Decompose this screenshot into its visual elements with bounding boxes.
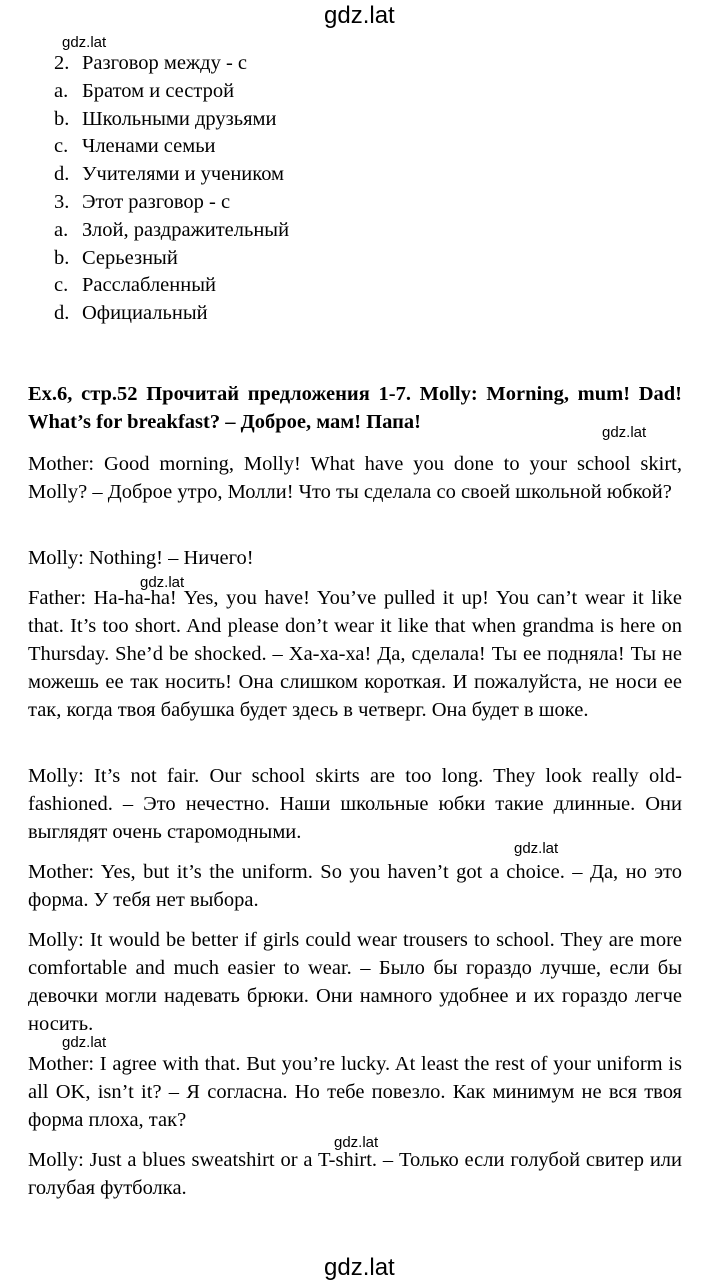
list-item bbox=[54, 272, 289, 300]
list-marker: c. bbox=[54, 274, 69, 297]
list-marker: b. bbox=[54, 107, 70, 130]
watermark: gdz.lat bbox=[602, 424, 647, 441]
dialogue-paragraph: Mother: I agree with that. But you’re lucky. At least the rest of your uniform is all OK, isn’t it? – Я согласна. Но тебе повезло. Как минимум не вся твоя форма плоха, так? bbox=[28, 1053, 682, 1131]
dialogue-paragraph: Molly: It’s not fair. Our school skirts are too long. They look really old-fashioned. – Это нечестно. Наши школьные юбки такие длинные. Они выглядят очень старомодными. bbox=[28, 765, 682, 843]
list-marker: c. bbox=[54, 135, 69, 158]
list-text: Членами семьи bbox=[82, 135, 216, 158]
list-marker: d. bbox=[54, 163, 70, 186]
dialogue-paragraph: Molly: Just a blues sweatshirt or a T-shirt. – Только если голубой свитер или голубая футболка. bbox=[28, 1149, 682, 1199]
list-item bbox=[54, 245, 289, 273]
list-item bbox=[54, 300, 289, 328]
list-item bbox=[54, 161, 289, 189]
list-text: Учителями и учеником bbox=[82, 163, 285, 186]
exercise-heading: Ex.6, стр.52 Прочитай предложения 1-7. Molly: Morning, mum! Dad! What’s for breakfast? – Доброе, мам! Папа! bbox=[28, 383, 682, 433]
list-text: Школьными друзьями bbox=[82, 107, 277, 130]
list-text: Разговор между - с bbox=[82, 52, 248, 74]
list-item bbox=[54, 50, 289, 78]
list-marker: 3. bbox=[54, 190, 70, 213]
watermark: gdz.lat bbox=[62, 34, 107, 51]
list-item bbox=[54, 189, 289, 217]
dialogue-paragraph: Molly: It would be better if girls could wear trousers to school. They are more comfortable and much easier to wear. – Было бы гораздо лучше, если бы девочки могли надевать брюки. Они намного удобнее и их гораздо легче носить. bbox=[28, 929, 682, 1035]
watermark-bottom: gdz.lat bbox=[324, 1254, 395, 1281]
dialogue-paragraph: Mother: Yes, but it’s the uniform. So you haven’t got a choice. – Да, но это форма. У тебя нет выбора. bbox=[28, 861, 682, 911]
list-text: Братом и сестрой bbox=[82, 79, 235, 102]
list-item bbox=[54, 78, 289, 106]
list-text: Официальный bbox=[82, 302, 208, 325]
watermark: gdz.lat bbox=[140, 574, 185, 591]
watermark: gdz.lat bbox=[334, 1134, 379, 1151]
watermark: gdz.lat bbox=[514, 840, 559, 857]
dialogue-paragraph: Mother: Good morning, Molly! What have you done to your school skirt, Molly? – Доброе утро, Молли! Что ты сделала со своей школьной юбкой? bbox=[28, 453, 682, 503]
list-marker: a. bbox=[54, 79, 69, 102]
list-item bbox=[54, 217, 289, 245]
list-marker: 2. bbox=[54, 52, 70, 74]
watermark-top: gdz.lat bbox=[324, 2, 395, 29]
list-marker: b. bbox=[54, 246, 70, 269]
list-item bbox=[54, 133, 289, 161]
list-text: Серьезный bbox=[82, 246, 178, 269]
list-text: Расслабленный bbox=[82, 274, 216, 297]
dialogue-paragraph: Molly: Nothing! – Ничего! bbox=[28, 547, 254, 569]
list-marker: d. bbox=[54, 302, 70, 325]
answer-list bbox=[54, 50, 289, 328]
list-marker: a. bbox=[54, 218, 69, 241]
watermark: gdz.lat bbox=[62, 1034, 107, 1051]
dialogue-paragraph: Father: Ha-ha-ha! Yes, you have! You’ve pulled it up! You can’t wear it like that. It’s too short. And please don’t wear it like that when grandma is here on Thursday. She’d be shocked. – Ха-ха-ха! Да, сделала! Ты ее подняла! Ты не можешь ее так носить! Она слишком короткая. И пожалуйста, не носи ее так, когда твоя бабушка будет здесь в четверг. Она будет в шоке. bbox=[28, 587, 682, 721]
list-text: Этот разговор - с bbox=[82, 190, 231, 213]
list-text: Злой, раздражительный bbox=[82, 218, 290, 241]
list-item bbox=[54, 106, 289, 134]
